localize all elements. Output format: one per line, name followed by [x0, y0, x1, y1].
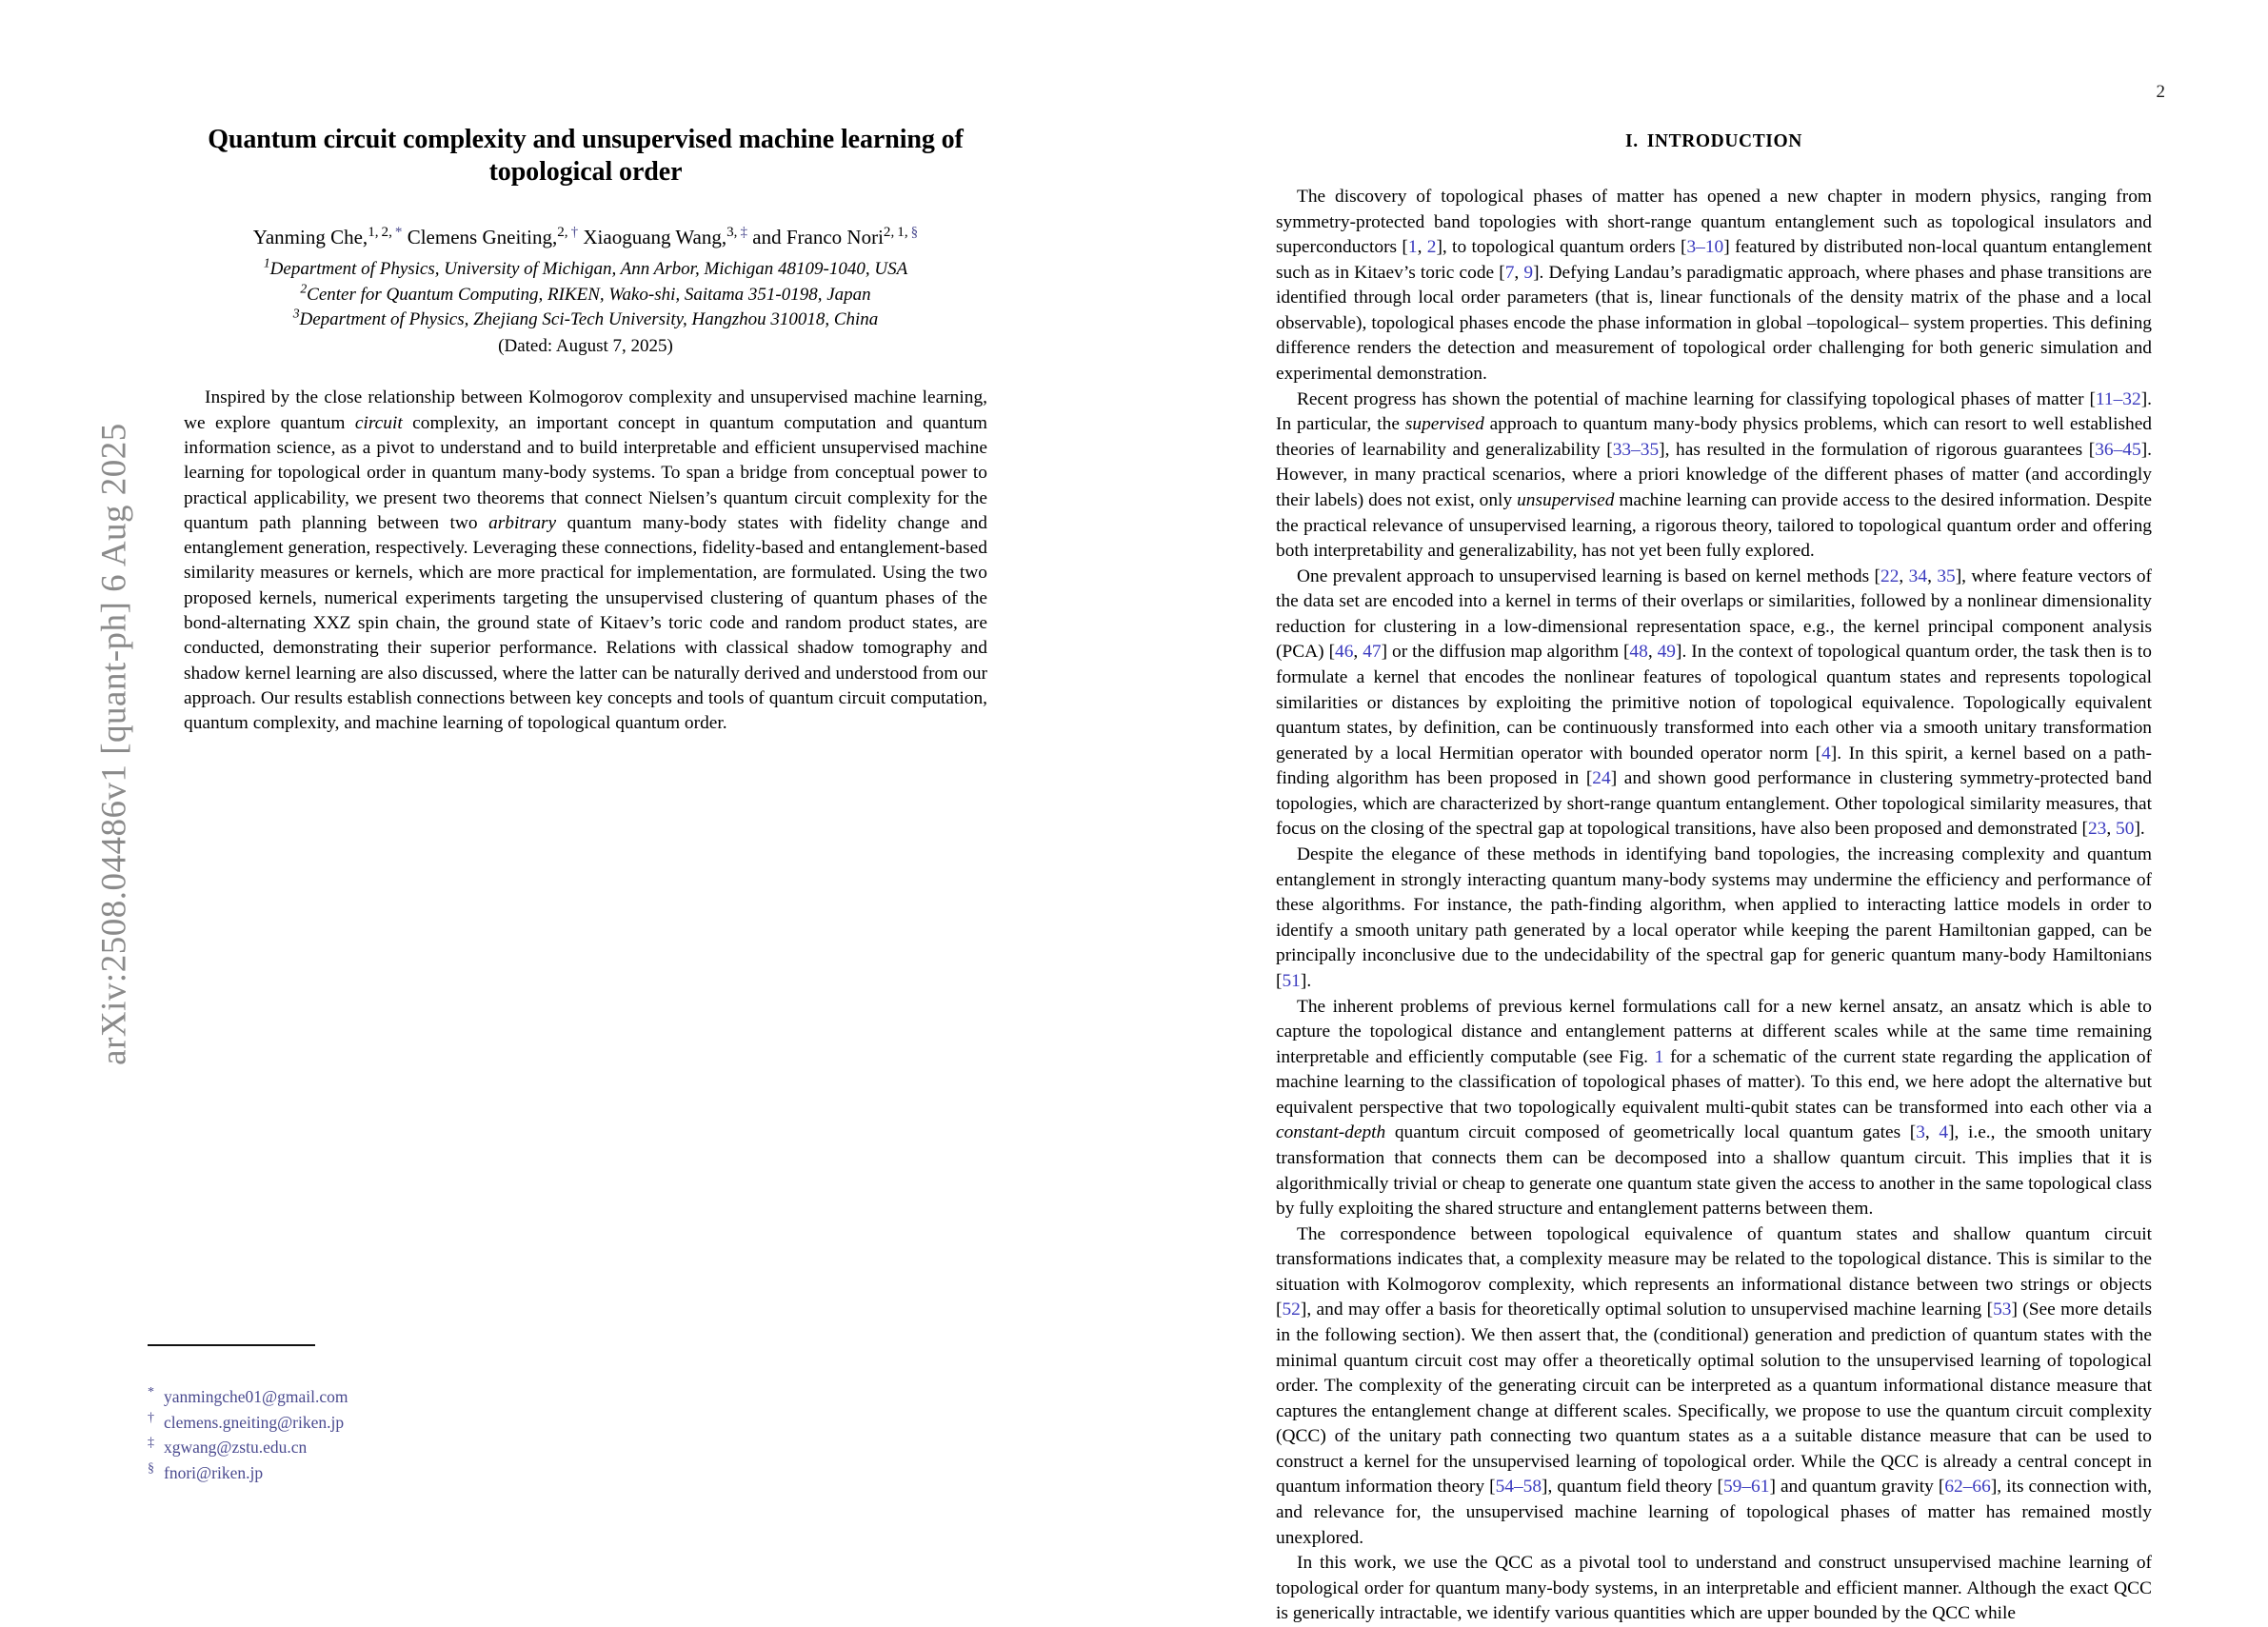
footnote-email[interactable]: fnori@riken.jp — [164, 1462, 264, 1482]
right-column — [1276, 124, 2152, 1627]
footnote-item: † clemens.gneiting@riken.jp — [148, 1410, 345, 1432]
footnote-email[interactable]: xgwang@zstu.edu.cn — [164, 1438, 308, 1458]
footnote-email[interactable]: yanmingche01@gmail.com — [164, 1387, 348, 1406]
paragraph: One prevalent approach to unsupervised learning is based on kernel methods [22, 34, 35], where feature vectors of the data set are encoded into a kernel in terms of their overlaps or similarities, followed by a nonlinear dimensionality reduction for clustering in a low-dimensional representation space, e.g., the kernel principal component analysis (PCA) [46, 47] or the diffusion map algorithm [48, 49]. In the context of topological quantum order, the task then is to formulate a kernel that encodes the nonlinear features of topological quantum states and represents topological similarities or distances by exploiting the primitive notion of topological equivalence. Topologically equivalent quantum states, by definition, can be continuously transformed into each other via a smooth unitary transformation generated by a local Hermitian operator with bounded operator norm [4]. In this spirit, a kernel based on a path-finding algorithm has been proposed in [24] and shown good performance in clustering symmetry-protected band topologies, which are characterized by short-range quantum entanglement. Other topological similarity measures, that focus on the closing of the spectral gap at topological transitions, have also been proposed and demonstrated [23, 50]. — [1276, 565, 2152, 840]
affiliation-1: $^1$Department of Physics, University of Michigan, Ann Arbor, Michigan 48109-1040, USA — [263, 255, 908, 279]
paragraph: The correspondence between topological equivalence of quantum states and shallow quantum circuit transformations indicates that, a complexity measure may be related to the topological distance. This is similar to the situation with Kolmogorov complexity, which represents an informational distance between two strings or objects [52], and may offer a basis for theoretically optimal solution to unsupervised machine learning [53] (See more details in the following section). We then assert that, the (conditional) generation and prediction of quantum states with the minimal quantum circuit cost may offer a theoretically optimal solution to the unsupervised learning of topological order. The complexity of the generating circuit can be interpreted as a quantum informational distance measure that captures the entanglement change at different scales. Specifically, we propose to use the quantum circuit complexity (QCC) of the unitary path connecting two quantum states as a a suitable distance measure that can be used to construct a kernel for the unsupervised learning of topological order. While the QCC is already a central concept in quantum information theory [54–58], quantum field theory [59–61] and quantum gravity [62–66], its connection with, and relevance for, the unsupervised machine learning of topological phases of matter has remained mostly unexplored. — [1276, 1223, 2152, 1548]
section-heading — [1276, 131, 2152, 152]
section-title: INTRODUCTION — [1646, 131, 1802, 151]
arxiv-identifier-stamp: arXiv:2508.04486v1 [quant-ph] 6 Aug 2025 — [94, 423, 134, 1065]
section-number: I. — [1625, 131, 1639, 151]
paragraph: Recent progress has shown the potential of machine learning for classifying topological phases of matter [11–32]. In particular, the supervised approach to quantum many-body physics problems, which can resort to well established theories of learnability and generalizability [33–35], has resulted in the formulation of rigorous guarantees [36–45]. However, in many practical scenarios, where a priori knowledge of the different phases of matter (and accordingly their labels) does not exist, only unsupervised machine learning can provide access to the desired information. Despite the practical relevance of unsupervised learning, a rigorous theory, tailored to topological quantum order and offering both interpretability and generalizability, has not yet been fully explored. — [1276, 388, 2153, 562]
footnote-item: § fnori@riken.jp — [148, 1460, 264, 1482]
introduction-body — [1276, 185, 2152, 1627]
footnote-item: ‡ xgwang@zstu.edu.cn — [148, 1436, 308, 1458]
left-column — [148, 124, 1024, 736]
affiliation-3: $^3$Department of Physics, Zhejiang Sci-Tech University, Hangzhou 310018, China — [292, 307, 879, 330]
date-line: (Dated: August 7, 2025) — [498, 336, 673, 357]
paragraph: Despite the elegance of these methods in identifying band topologies, the increasing complexity and quantum entanglement in strongly interacting quantum many-body systems may undermine the efficiency and performance of these algorithms. For instance, the path-finding algorithm, when applied to interacting lattice models in order to identify a smooth unitary path generated by a local operator while keeping the parent Hamiltonian gapped, can be principally inconclusive due to the undecidability of the spectral gap for generic quantum many-body Hamiltonians [51]. — [1276, 844, 2152, 991]
abstract — [184, 386, 987, 736]
affiliation-2: $^2$Center for Quantum Computing, RIKEN, Wako-shi, Saitama 351-0198, Japan — [300, 281, 871, 305]
footnote-item: * yanmingche01@gmail.com — [148, 1385, 348, 1406]
page-title: Quantum circuit complexity and unsupervised machine learning of topological order — [208, 125, 964, 187]
paragraph: In this work, we use the QCC as a pivotal tool to understand and construct unsupervised machine learning of topological order for quantum many-body systems, in an interpretable and efficient manner. Although the exact QCC is generically intractable, we identify various quantities which are upper bounded by the QCC while — [1276, 1553, 2152, 1624]
page-number: 2 — [2156, 82, 2165, 102]
abstract-text: Inspired by the close relationship between Kolmogorov complexity and unsupervised machine learning, we explore quantum circuit complexity, an important concept in quantum computation and quantum information science, as a pivot to understand and to build interpretable and efficient unsupervised machine learning for topological order in quantum many-body systems. To span a bridge from conceptual power to practical applicability, we present two theorems that connect Nielsen’s quantum circuit complexity for the quantum path planning between two arbitrary quantum many-body states with fidelity change and entanglement generation, respectively. Leveraging these connections, fidelity-based and entanglement-based similarity measures or kernels, which are more practical for implementation, are formulated. Using the two proposed kernels, numerical experiments targeting the unsupervised clustering of quantum phases of the bond-alternating XXZ spin chain, the ground state of Kitaev’s toric code and random product states, are conducted, demonstrating their superior performance. Relations with classical shadow tomography and shadow kernel learning are also discussed, where the latter can be naturally derived and understood from our approach. Our results establish connections between key concepts and tools of quantum circuit computation, quantum complexity, and machine learning of topological quantum order. — [184, 387, 987, 734]
paragraph: The discovery of topological phases of matter has opened a new chapter in modern physics, ranging from symmetry-protected band topologies with short-range quantum entanglement such as topological insulators and superconductors [1, 2], to topological quantum orders [3–10] featured by distributed non-local quantum entanglement such as in Kitaev’s toric code [7, 9]. Defying Landau’s paradigmatic approach, where phases and phase transitions are identified through local order parameters (that is, linear functionals of the density matrix of the phase and a local observable), topological phases encode the phase information in global –topological– system properties. This defining difference renders the detection and measurement of topological order challenging for both generic simulation and experimental demonstration. — [1276, 187, 2152, 385]
paragraph: The inherent problems of previous kernel formulations call for a new kernel ansatz, an ansatz which is able to capture the topological distance and entanglement patterns at different scales while at the same time remaining interpretable and efficiently computable (see Fig. 1 for a schematic of the current state regarding the application of machine learning to the classification of topological phases of matter). To this end, we here adopt the alternative but equivalent perspective that two topologically equivalent multi-qubit states can be transformed into each other via a constant-depth quantum circuit composed of geometrically local quantum gates [3, 4], i.e., the smooth unitary transformation that connects them can be decomposed into a shallow quantum circuit. This implies that it is algorithmically trivial or cheap to generate one quantum state given the access to another in the same topological class by fully exploiting the shared structure and entanglement patterns between them. — [1276, 996, 2152, 1220]
author-list: Yanming Che,$^{1, 2, *}$ Clemens Gneiting,$^{2, \dagger}$ Xiaoguang Wang,$^{3, \ddagger}$ and Franco Nori$^{2, 1, \S}$ — [252, 225, 919, 249]
footnote-divider — [148, 1344, 315, 1346]
footnote-email[interactable]: clemens.gneiting@riken.jp — [164, 1412, 345, 1432]
footnote-block — [148, 1344, 547, 1485]
